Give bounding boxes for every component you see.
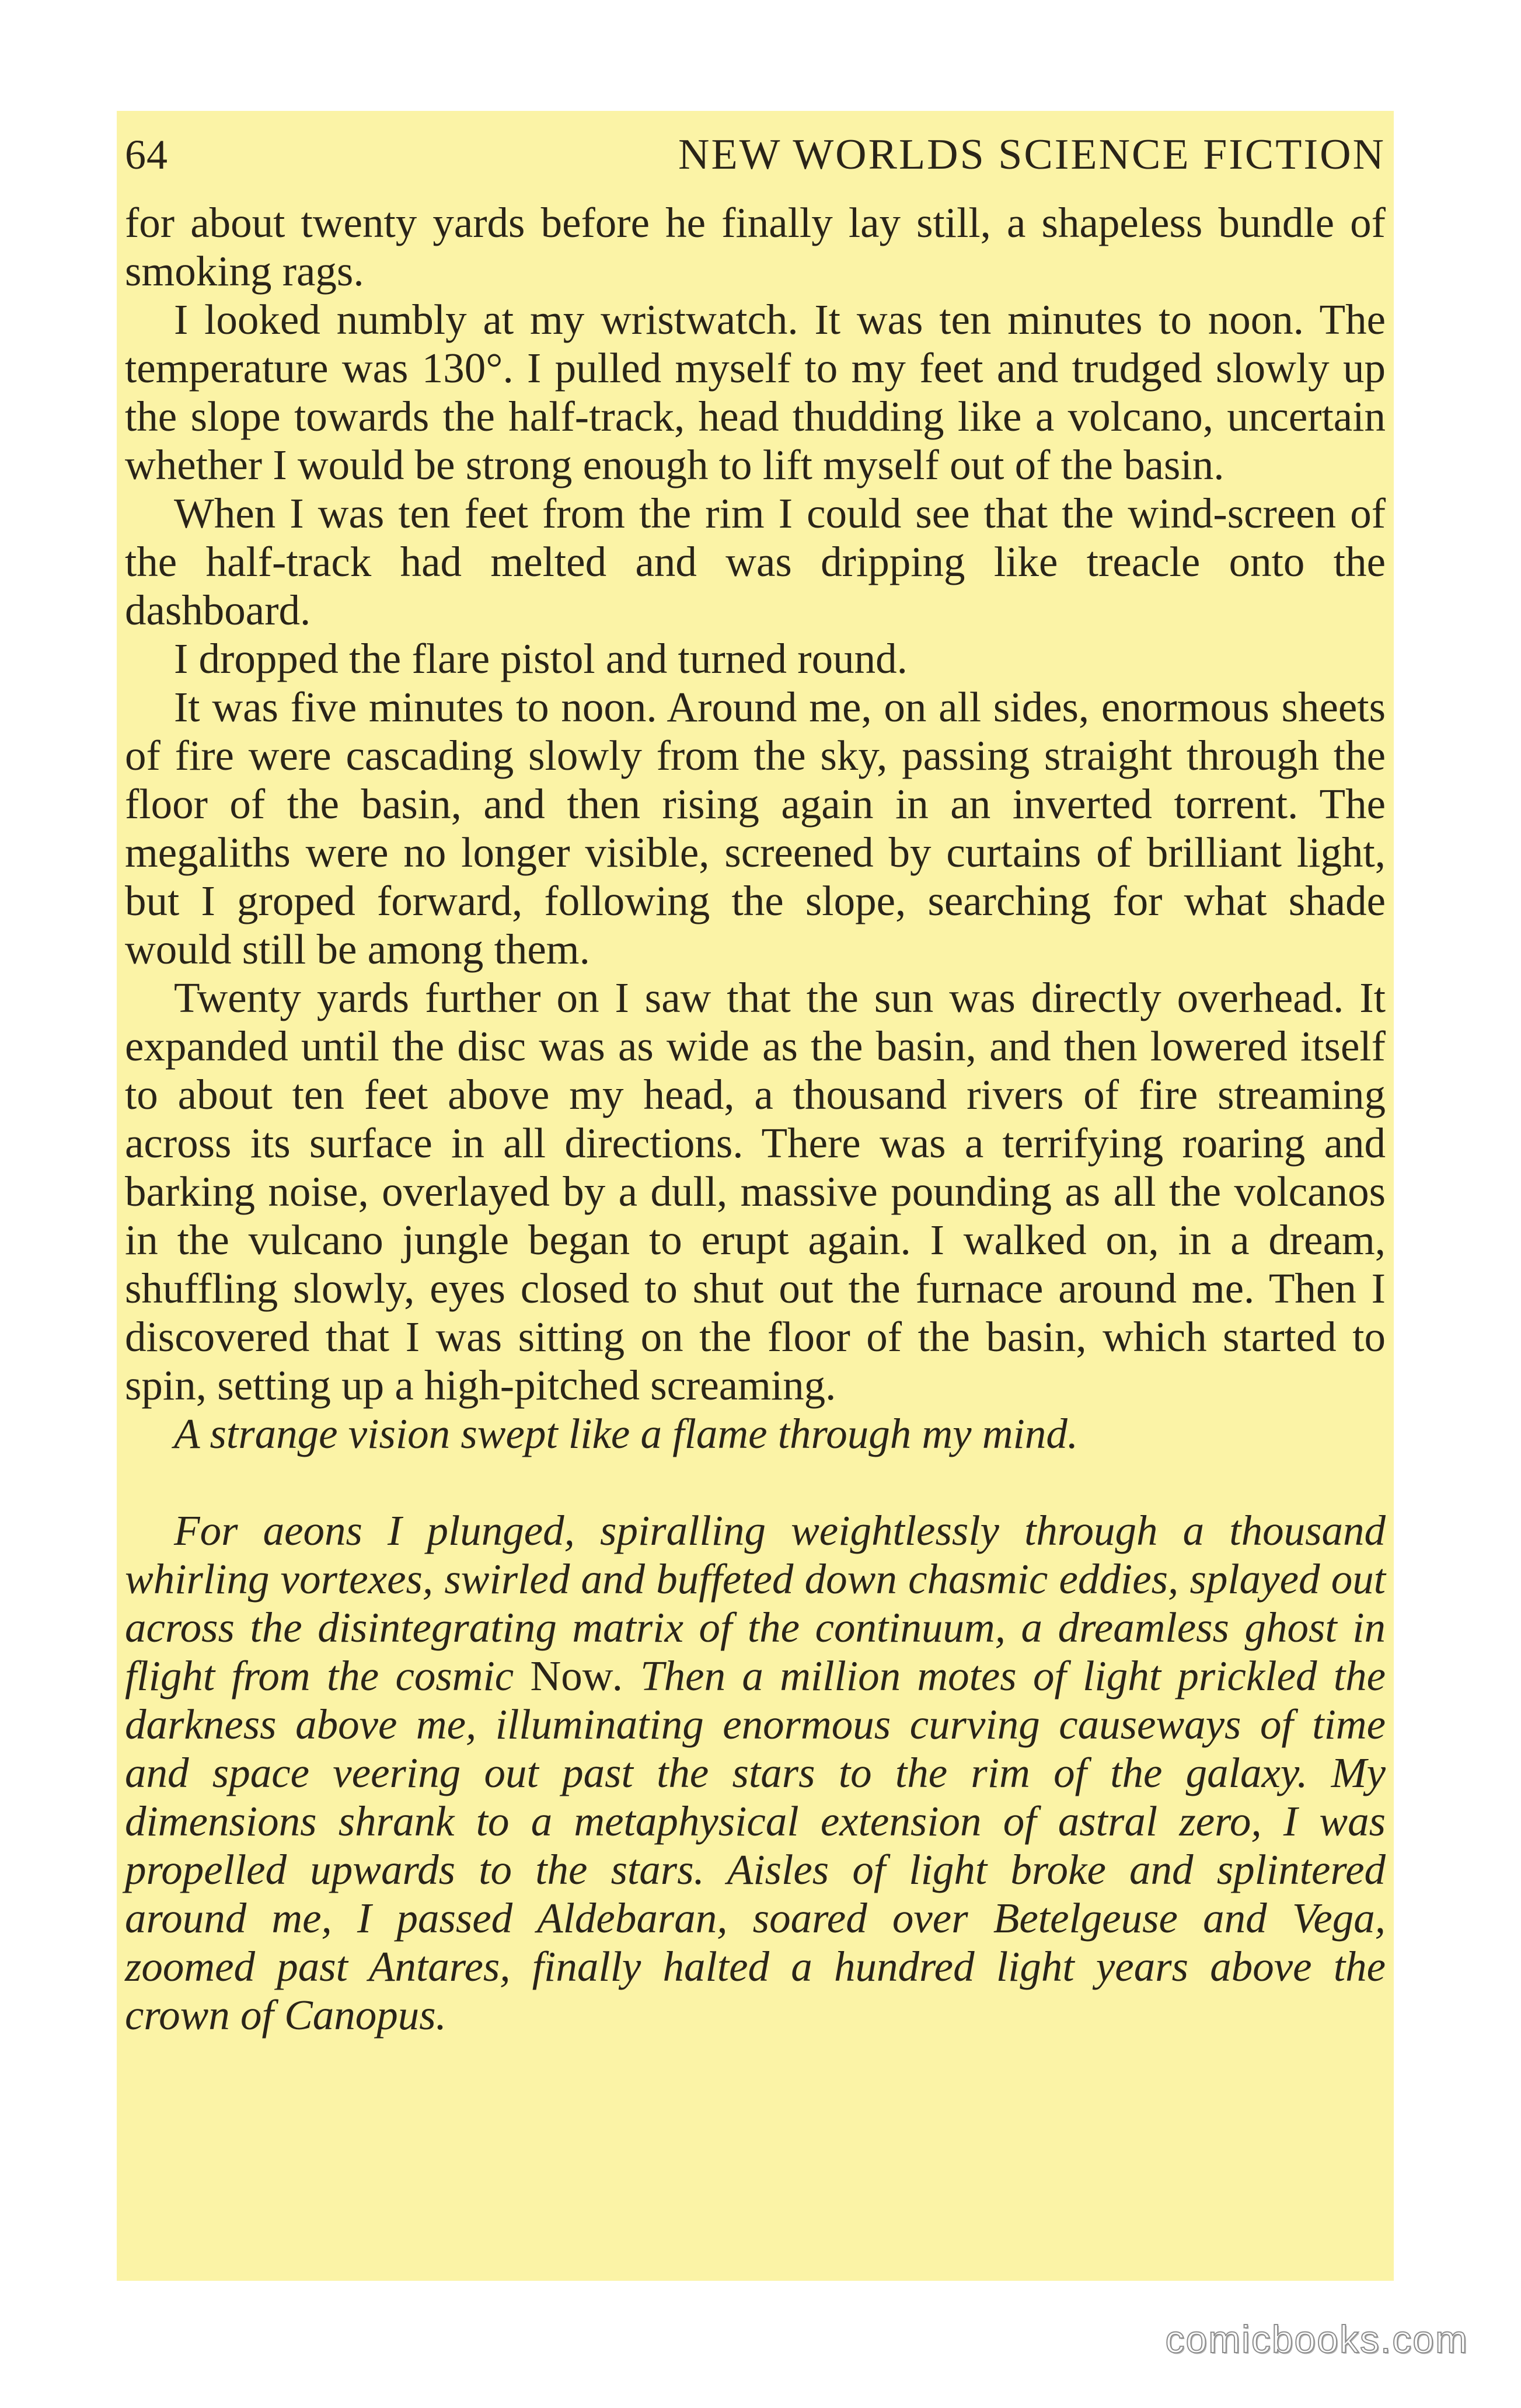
watermark-logo: comicbooks.com	[1165, 2318, 1468, 2361]
book-page	[117, 111, 1394, 2281]
paragraph: Twenty yards further on I saw that the sun was directly overhead. It expanded until the disc was as wide as the basin, and then lowered itself to about ten feet above my head, a thousand rivers of fire streaming across its surface in all directions. There was a terrifying roaring and barking noise, overlayed by a dull, massive pounding as all the volcanos in the vulcano jungle began to erupt again. I walked on, in a dream, shuffling slowly, eyes closed to shut out the furnace around me. Then I discovered that I was sitting on the floor of the basin, which started to spin, setting up a high-pitched screaming.	[125, 974, 1386, 1409]
paragraph: I looked numbly at my wristwatch. It was ten minutes to noon. The temperature was 130°. I pulled myself to my feet and trudged slowly up the slope towards the half-track, head thudding like a volcano, uncertain whether I would be strong enough to lift myself out of the basin.	[125, 296, 1386, 488]
page-number: 64	[125, 131, 168, 178]
italic-paragraph: A strange vision swept like a flame through my mind.	[174, 1410, 1079, 1457]
running-title: NEW WORLDS SCIENCE FICTION	[678, 131, 1386, 179]
running-head	[125, 111, 1386, 198]
vision-passage	[125, 1506, 1386, 2039]
paragraph: I dropped the flare pistol and turned round.	[174, 635, 908, 682]
paragraph: It was five minutes to noon. Around me, on all sides, enormous sheets of fire were cascading slowly from the sky, passing straight through the floor of the basin, and then rising again in an inverted torrent. The megaliths were no longer visible, screened by curtains of brilliant light, but I groped forward, following the slope, searching for what shade would still be among them.	[125, 683, 1386, 973]
vision-roman-word: Now	[530, 1652, 613, 1699]
paragraph: for about twenty yards before he finally lay still, a shapeless bundle of smoking rags.	[125, 199, 1386, 295]
paragraph: When I was ten feet from the rim I could see that the wind-screen of the half-track had melted and was dripping like treacle onto the dashboard.	[125, 490, 1386, 634]
section-break	[125, 1458, 1386, 1506]
vision-text-part: For aeons I plunged, spiralling weightlessly through a thousand whirling vortexes, swirled and buffeted down chasmic eddies, splayed out across the disintegrating matrix of the continuum, a dreamless ghost in flight from the cosmic	[125, 1507, 1386, 1699]
body-text	[125, 198, 1386, 2039]
vision-text-part: . Then a million motes of light prickled the darkness above me, illuminating enormous curving causeways of time and space veering out past the stars to the rim of the galaxy. My dimensions shrank to a metaphysical extension of astral zero, I was propelled upwards to the stars. Aisles of light broke and splintered around me, I passed Aldebaran, soared over Betelgeuse and Vega, zoomed past Antares, finally halted a hundred light years above the crown of Canopus.	[125, 1652, 1386, 2039]
